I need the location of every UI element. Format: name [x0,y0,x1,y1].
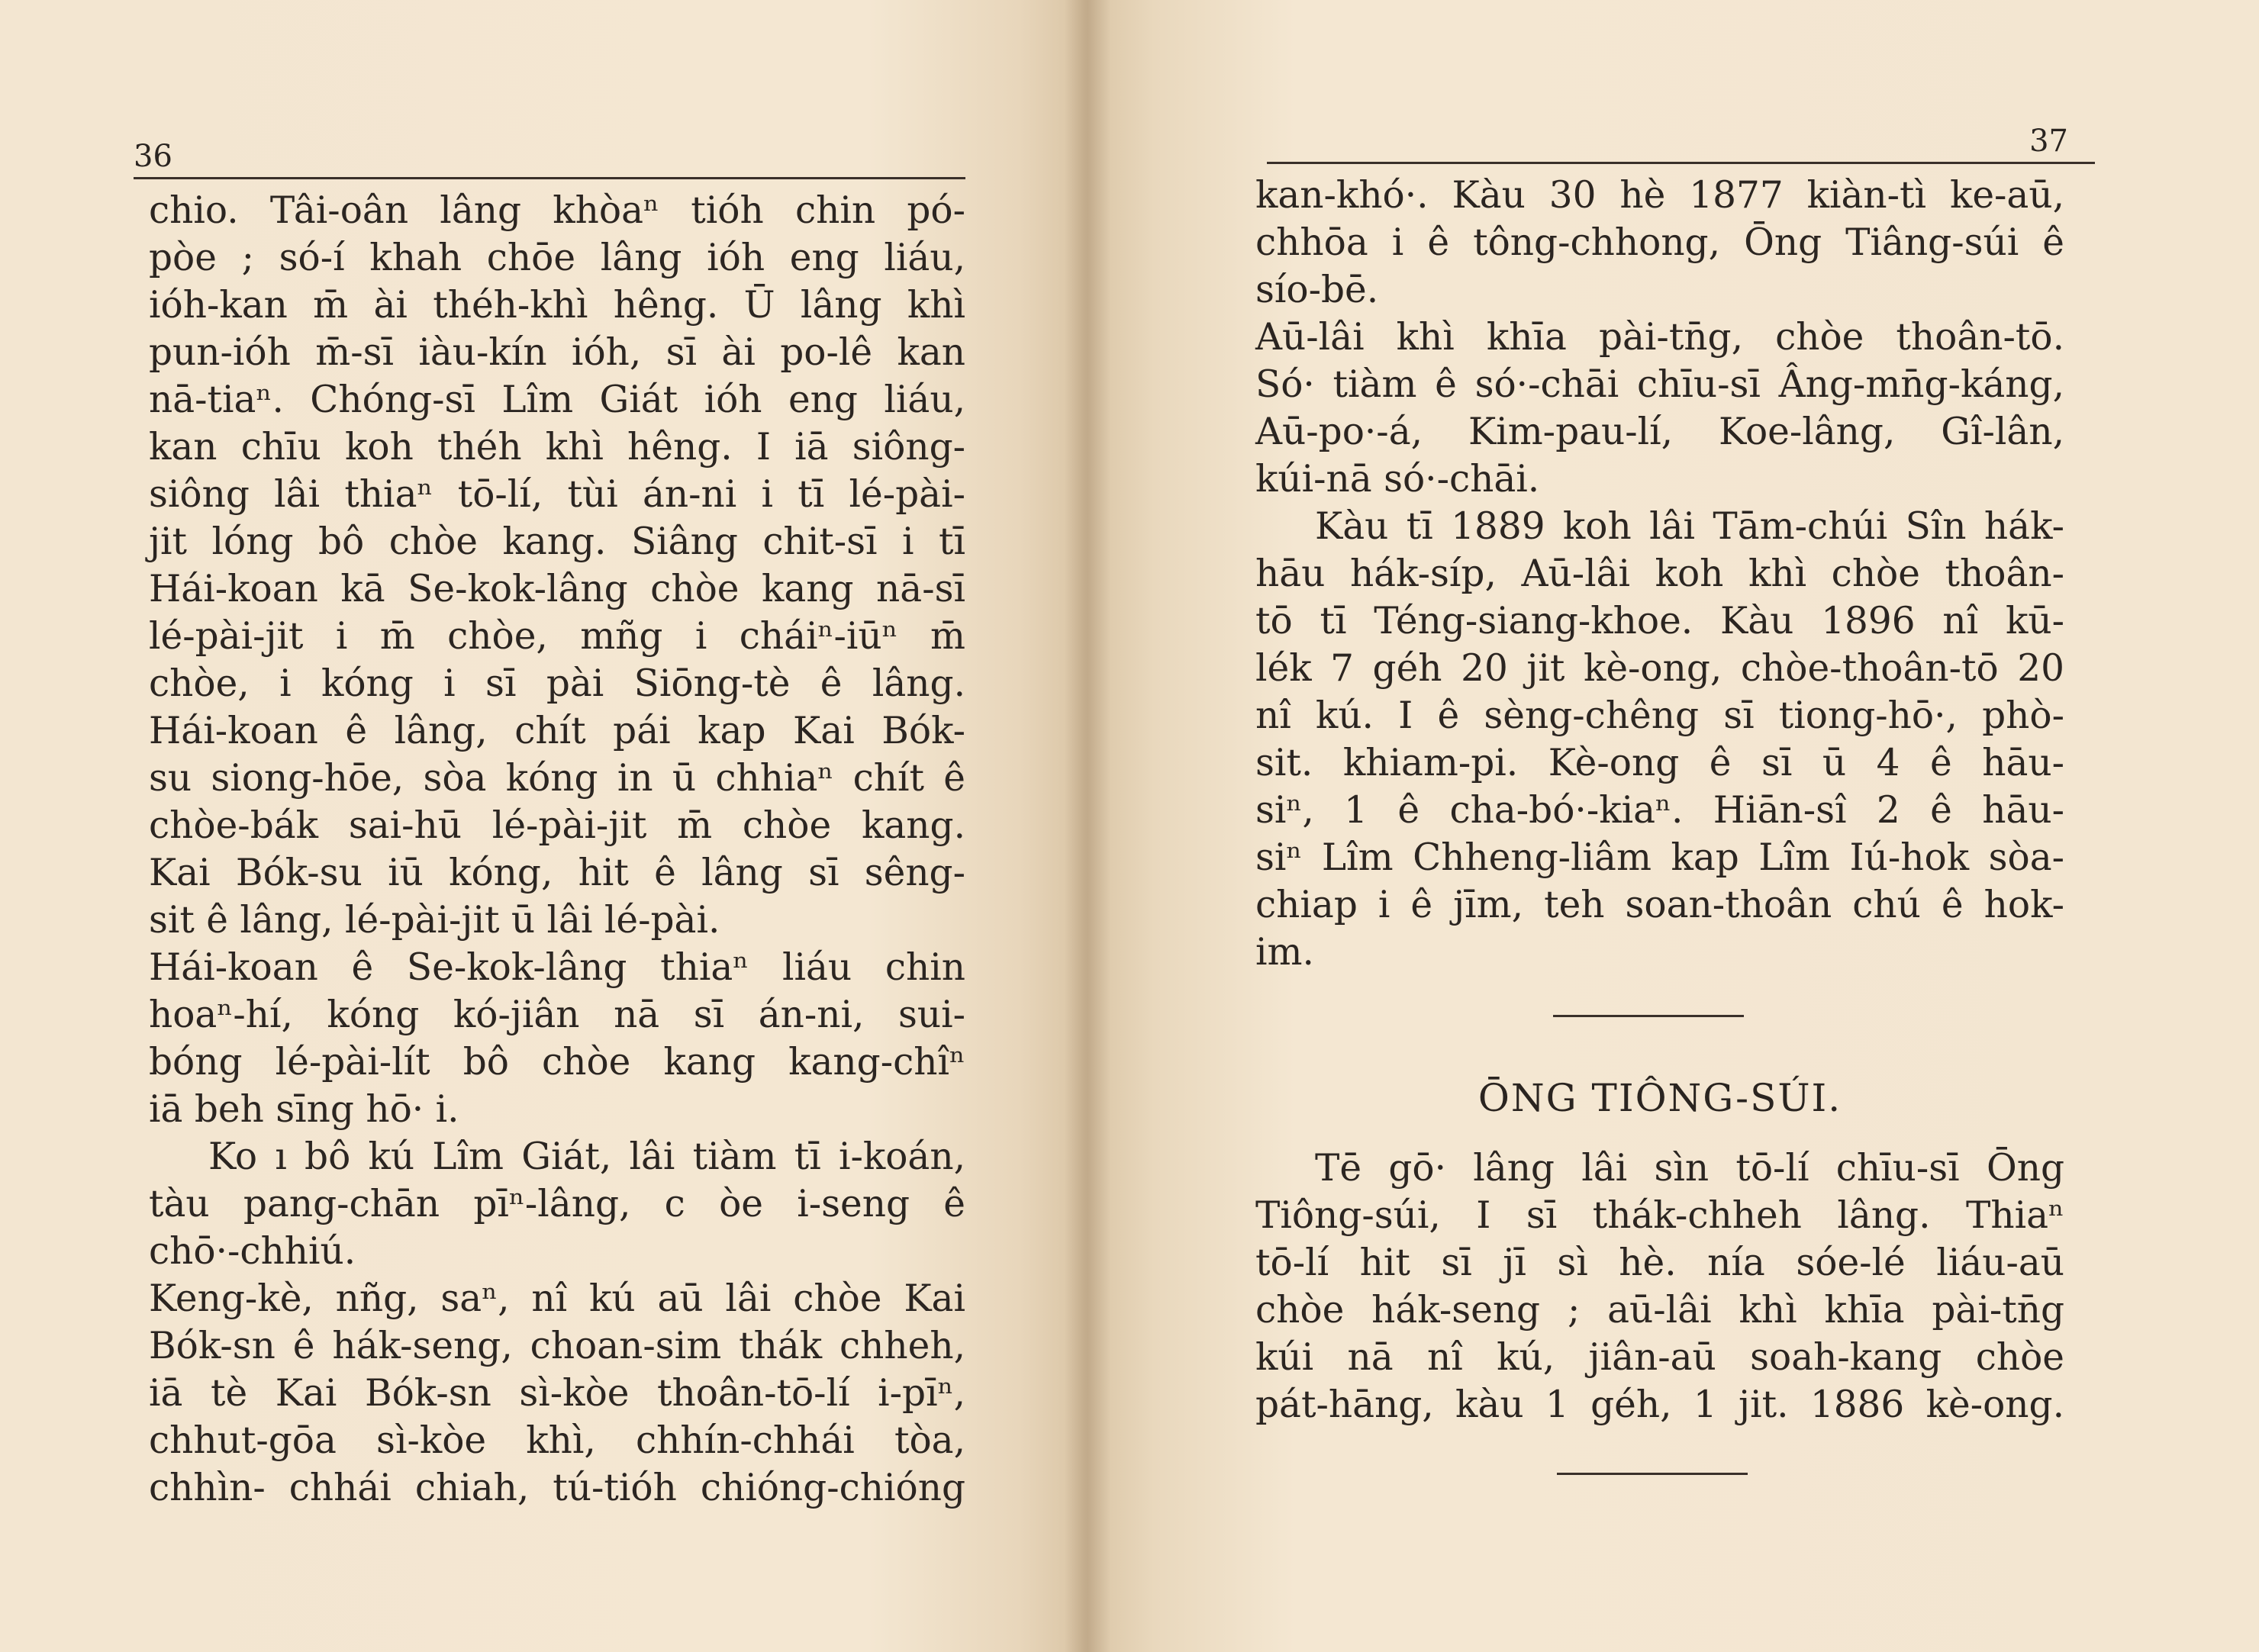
section-divider-top [1553,1015,1744,1017]
text-line: Aū-po·-á, Kim-pau-lí, Koe-lâng, Gî-lân, [1255,411,2064,453]
text-line: chòe, i kóng i sī pài Siōng-tè ê lâng. [149,662,965,705]
text-line: lé-pài-jit i m̄ chòe, mñg i cháiⁿ-iūⁿ m̄ [149,615,965,658]
text-line: chòe-bák sai-hū lé-pài-jit m̄ chòe kang. [149,804,965,847]
right-page-text [1255,172,2064,976]
page-number-left: 36 [134,139,172,174]
left-page [0,0,1084,1652]
text-line: hoaⁿ-hí, kóng kó-jiân nā sī án-ni, sui- [149,993,965,1036]
text-line: Hái-koan kā Se-kok-lâng chòe kang nā-sī [149,568,965,610]
text-line: chhut-gōa sì-kòe khì, chhín-chhái tòa, [149,1419,965,1462]
text-line: pòe ; só-í khah chōe lâng ióh eng liáu, [149,237,965,279]
text-line: chō·-chhiú. [149,1230,356,1273]
text-line: kan-khó·. Kàu 30 hè 1877 kiàn-tì ke-aū, [1255,174,2064,217]
text-line: Hái-koan ê Se-kok-lâng thiaⁿ liáu chin [149,946,965,989]
text-line: tàu pang-chān pīⁿ-lâng, c òe i-seng ê [149,1183,965,1225]
text-line: kan chīu koh théh khì hêng. I iā siông- [149,426,965,469]
text-line: sit ê lâng, lé-pài-jit ū lâi lé-pài. [149,899,720,942]
text-line: Bók-sn ê hák-seng, choan-sim thák chheh, [149,1325,965,1367]
text-line: Tē gō· lâng lâi sìn tō-lí chīu-sī Ōng [1315,1147,2064,1190]
header-rule-left [134,177,965,179]
page-number-right: 37 [2029,124,2068,159]
section-heading: ŌNG TIÔNG-SÚI. [1478,1076,1842,1120]
text-line: nā-tiaⁿ. Chóng-sī Lîm Giát ióh eng liáu, [149,378,965,421]
text-line: Aū-lâi khì khīa pài-tn̄g, chòe thoân-tō. [1255,316,2064,359]
text-line: tō-lí hit sī jī sì hè. nía sóe-lé liáu-aū [1255,1241,2064,1284]
left-page-text [149,187,965,1512]
text-line: Tiông-súi, I sī thák-chheh lâng. Thiaⁿ [1255,1194,2064,1237]
text-line: chhìn- chhái chiah, tú-tióh chióng-chióng [149,1467,965,1509]
text-line: jit lóng bô chòe kang. Siâng chit-sī i tī [149,520,965,563]
right-page [1084,0,2259,1652]
text-line: bóng lé-pài-lít bô chòe kang kang-chîⁿ [149,1041,965,1084]
text-line: siⁿ, 1 ê cha-bó·-kiaⁿ. Hiān-sî 2 ê hāu- [1255,789,2064,832]
text-line: hāu hák-síp, Aū-lâi koh khì chòe thoân- [1255,552,2064,595]
text-line: siông lâi thiaⁿ tō-lí, tùi án-ni i tī lé-pài- [149,473,965,516]
text-line: iā tè Kai Bók-sn sì-kòe thoân-tō-lí i-pīⁿ, [149,1372,965,1415]
text-line: lék 7 géh 20 jit kè-ong, chòe-thoân-tō 20 [1255,647,2064,690]
text-line: chio. Tâi-oân lâng khòaⁿ tióh chin pó- [149,189,965,232]
text-line: Ko ı bô kú Lîm Giát, lâi tiàm tī i-koán, [208,1135,965,1178]
right-page-text-after [1255,1145,2064,1428]
text-line: chòe hák-seng ; aū-lâi khì khīa pài-tn̄g [1255,1289,2064,1332]
book-gutter [1065,0,1110,1652]
text-line: siⁿ Lîm Chheng-liâm kap Lîm Iú-hok sòa- [1255,836,2064,879]
header-rule-right [1267,162,2095,164]
text-line: pát-hāng, kàu 1 géh, 1 jit. 1886 kè-ong. [1255,1383,2064,1426]
text-line: kúi-nā só·-chāi. [1255,458,1540,501]
text-line: ióh-kan m̄ ài théh-khì hêng. Ū lâng khì [149,284,965,327]
text-line: chiap i ê jīm, teh soan-thoân chú ê hok- [1255,884,2064,926]
text-line: iā beh sīng hō· i. [149,1088,459,1131]
text-line: nî kú. I ê sèng-chêng sī tiong-hō·, phò- [1255,694,2064,737]
text-line: Kai Bók-su iū kóng, hit ê lâng sī sêng- [149,852,965,894]
text-line: Keng-kè, nñg, saⁿ, nî kú aū lâi chòe Kai [149,1277,965,1320]
text-line: im. [1255,931,1314,974]
section-divider-bottom [1557,1473,1748,1475]
text-line: sit. khiam-pi. Kè-ong ê sī ū 4 ê hāu- [1255,742,2064,784]
text-line: kúi nā nî kú, jiân-aū soah-kang chòe [1255,1336,2064,1379]
text-line: chhōa i ê tông-chhong, Ōng Tiâng-súi ê [1255,221,2064,264]
text-line: Kàu tī 1889 koh lâi Tām-chúi Sîn hák- [1315,505,2064,548]
text-line: su siong-hōe, sòa kóng in ū chhiaⁿ chít ê [149,757,965,800]
text-line: Só· tiàm ê só·-chāi chīu-sī Âng-mn̄g-káng, [1255,363,2064,406]
text-line: tō tī Téng-siang-khoe. Kàu 1896 nî kū- [1255,600,2064,642]
text-line: Hái-koan ê lâng, chít pái kap Kai Bók- [149,710,965,752]
text-line: pun-ióh m̄-sī iàu-kín ióh, sī ài po-lê kan [149,331,965,374]
text-line: sío-bē. [1255,269,1379,311]
